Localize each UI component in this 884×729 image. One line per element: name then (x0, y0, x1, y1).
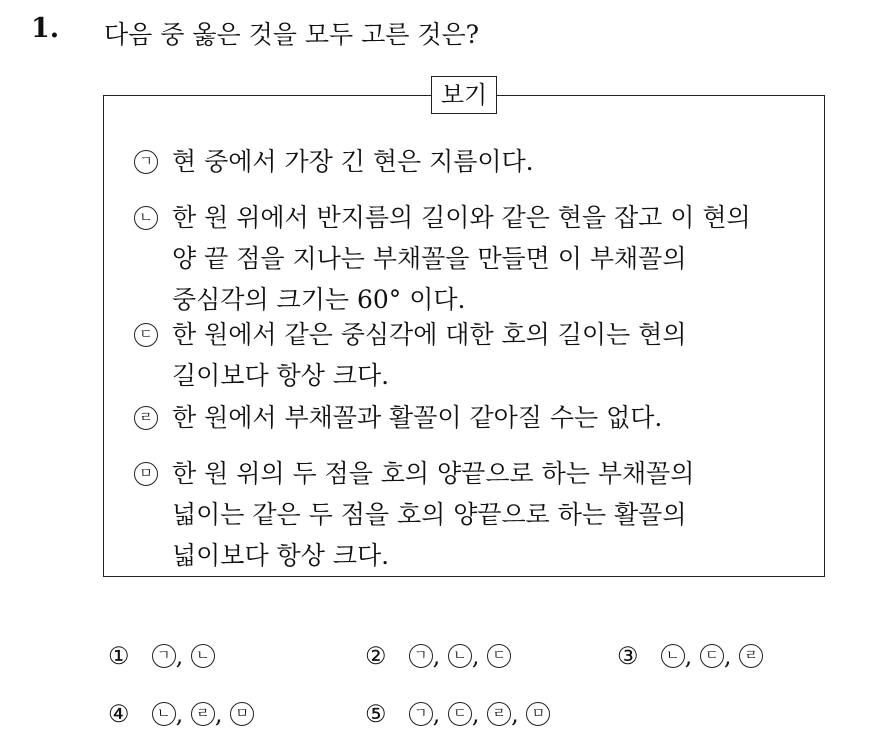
circled-mark-a: ㄱ (134, 150, 158, 174)
circled-mark-e: ㅁ (134, 462, 158, 486)
choice-2[interactable]: ② ㄱ , ㄴ , ㄷ (365, 642, 511, 670)
statement-b-line-2: 양 끝 점을 지나는 부채꼴을 만들면 이 부채꼴의 (172, 244, 687, 273)
choice-5-mark-2: ㄷ (448, 702, 472, 726)
choice-3-mark-1: ㄴ (661, 644, 685, 668)
choice-1-number: ① (108, 642, 130, 670)
choice-5-mark-4: ㅁ (526, 702, 550, 726)
statement-e-line-2: 넓이는 같은 두 점을 호의 양끝으로 하는 활꼴의 (172, 500, 687, 529)
choice-2-number: ② (365, 642, 387, 670)
choice-3-number: ③ (617, 642, 639, 670)
choice-4-mark-3: ㅁ (230, 702, 254, 726)
statement-c-line-1: 한 원에서 같은 중심각에 대한 호의 길이는 현의 (172, 320, 687, 349)
circled-mark-b: ㄴ (134, 206, 158, 230)
choice-3[interactable]: ③ ㄴ , ㄷ , ㄹ (617, 642, 763, 670)
statement-e-line-1: 한 원 위의 두 점을 호의 양끝으로 하는 부채꼴의 (172, 459, 695, 488)
choice-2-mark-1: ㄱ (409, 644, 433, 668)
choice-3-mark-2: ㄷ (700, 644, 724, 668)
circled-mark-d: ㄹ (134, 406, 158, 430)
choice-5-mark-1: ㄱ (409, 702, 433, 726)
choice-4-mark-2: ㄹ (191, 702, 215, 726)
choice-2-mark-2: ㄴ (448, 644, 472, 668)
bogi-label: 보기 (431, 76, 497, 114)
choice-1[interactable]: ① ㄱ , ㄴ (108, 642, 215, 670)
statement-a-line-1: 현 중에서 가장 긴 현은 지름이다. (172, 147, 534, 176)
statement-b-line-1: 한 원 위에서 반지름의 길이와 같은 현을 잡고 이 현의 (172, 203, 751, 232)
choice-5-mark-3: ㄹ (487, 702, 511, 726)
choice-4-mark-1: ㄴ (152, 702, 176, 726)
choice-5[interactable]: ⑤ ㄱ , ㄷ , ㄹ , ㅁ (365, 700, 550, 728)
question-number: 1. (31, 13, 60, 44)
choice-2-mark-3: ㄷ (487, 644, 511, 668)
statement-e-line-3: 넓이보다 항상 크다. (172, 541, 390, 570)
choice-5-number: ⑤ (365, 700, 387, 728)
choice-4[interactable]: ④ ㄴ , ㄹ , ㅁ (108, 700, 254, 728)
choice-1-mark-2: ㄴ (191, 644, 215, 668)
statement-c-line-2: 길이보다 항상 크다. (172, 361, 390, 390)
choice-4-number: ④ (108, 700, 130, 728)
question-text: 다음 중 옳은 것을 모두 고른 것은? (104, 20, 480, 49)
choice-1-mark-1: ㄱ (152, 644, 176, 668)
choice-3-mark-3: ㄹ (739, 644, 763, 668)
statement-b-line-3: 중심각의 크기는 60° 이다. (172, 285, 466, 314)
circled-mark-c: ㄷ (134, 323, 158, 347)
statement-d-line-1: 한 원에서 부채꼴과 활꼴이 같아질 수는 없다. (172, 403, 663, 432)
